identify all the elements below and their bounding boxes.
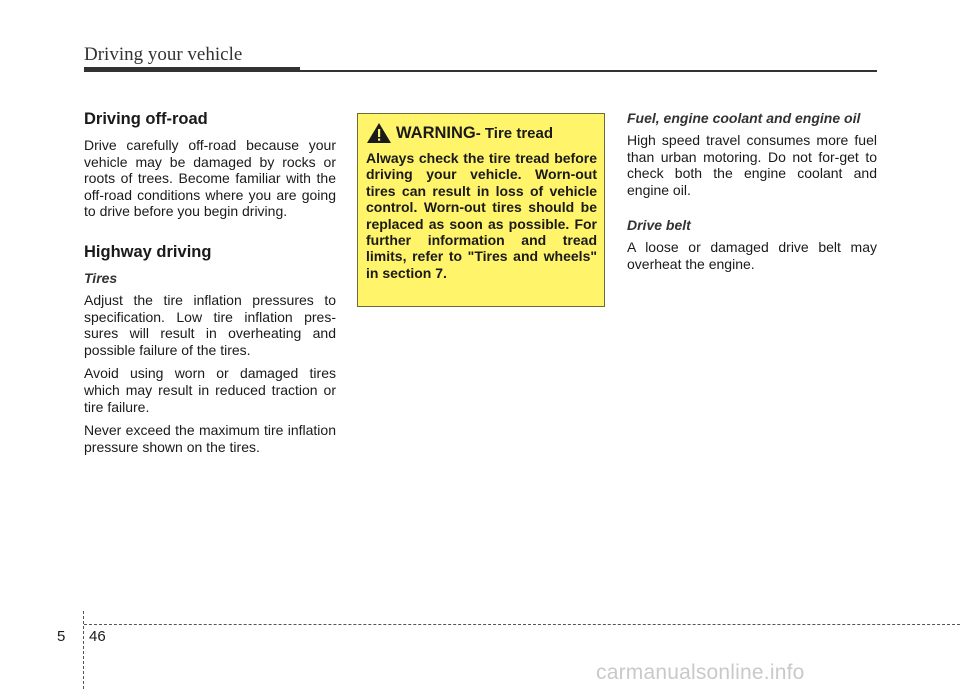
- chapter-number: 5: [57, 628, 66, 645]
- warning-triangle-icon: [366, 122, 392, 144]
- paragraph-tires-1: Adjust the tire inflation pressures to specification. Low tire inflation pres-sures will result in overheating and possible failure of the tires.: [84, 291, 336, 358]
- warning-label: WARNING: [396, 123, 476, 142]
- subheading-fuel-coolant-oil: Fuel, engine coolant and engine oil: [627, 110, 861, 126]
- warning-text: Always check the tire tread before driving your vehicle. Worn-out tires can result in loss of vehicle control. Worn-out tires should be replaced as soon as possible. For further information and tread limits, refer to "Tires and wheels" in section 7.: [366, 150, 597, 281]
- subheading-drive-belt: Drive belt: [627, 217, 691, 234]
- warning-box-tire-tread: [357, 113, 605, 307]
- right-column: [627, 110, 877, 280]
- paragraph-drive-belt: A loose or damaged drive belt may overheat the engine.: [627, 239, 877, 272]
- subheading-tires: Tires: [84, 269, 118, 286]
- paragraph-tires-3: Never exceed the maximum tire inflation pressure shown on the tires.: [84, 422, 336, 455]
- left-column: [84, 110, 336, 462]
- paragraph-tires-2: Avoid using worn or damaged tires which may result in reduced traction or tire failure.: [84, 365, 336, 415]
- warning-header: [366, 122, 597, 144]
- heading-highway-driving: Highway driving: [84, 242, 212, 261]
- watermark: carmanualsonline.info: [596, 661, 805, 684]
- footer-vertical-rule: [83, 611, 84, 689]
- footer-rule: [84, 624, 960, 625]
- paragraph-fuel: High speed travel consumes more fuel than urban motoring. Do not for-get to check both the engine coolant and engine oil.: [627, 132, 877, 198]
- running-header: Driving your vehicle: [84, 44, 243, 65]
- warning-subtitle: - Tire tread: [475, 124, 553, 142]
- heading-driving-offroad: Driving off-road: [84, 110, 208, 128]
- header-rule-thin: [300, 70, 877, 72]
- paragraph-offroad: Drive carefully off-road because your vehicle may be damaged by rocks or roots of trees. Become familiar with the off-road conditions where you are going to drive before you begin driving.: [84, 137, 336, 220]
- page-number: 46: [89, 628, 106, 645]
- header-rule-thick: [84, 67, 300, 72]
